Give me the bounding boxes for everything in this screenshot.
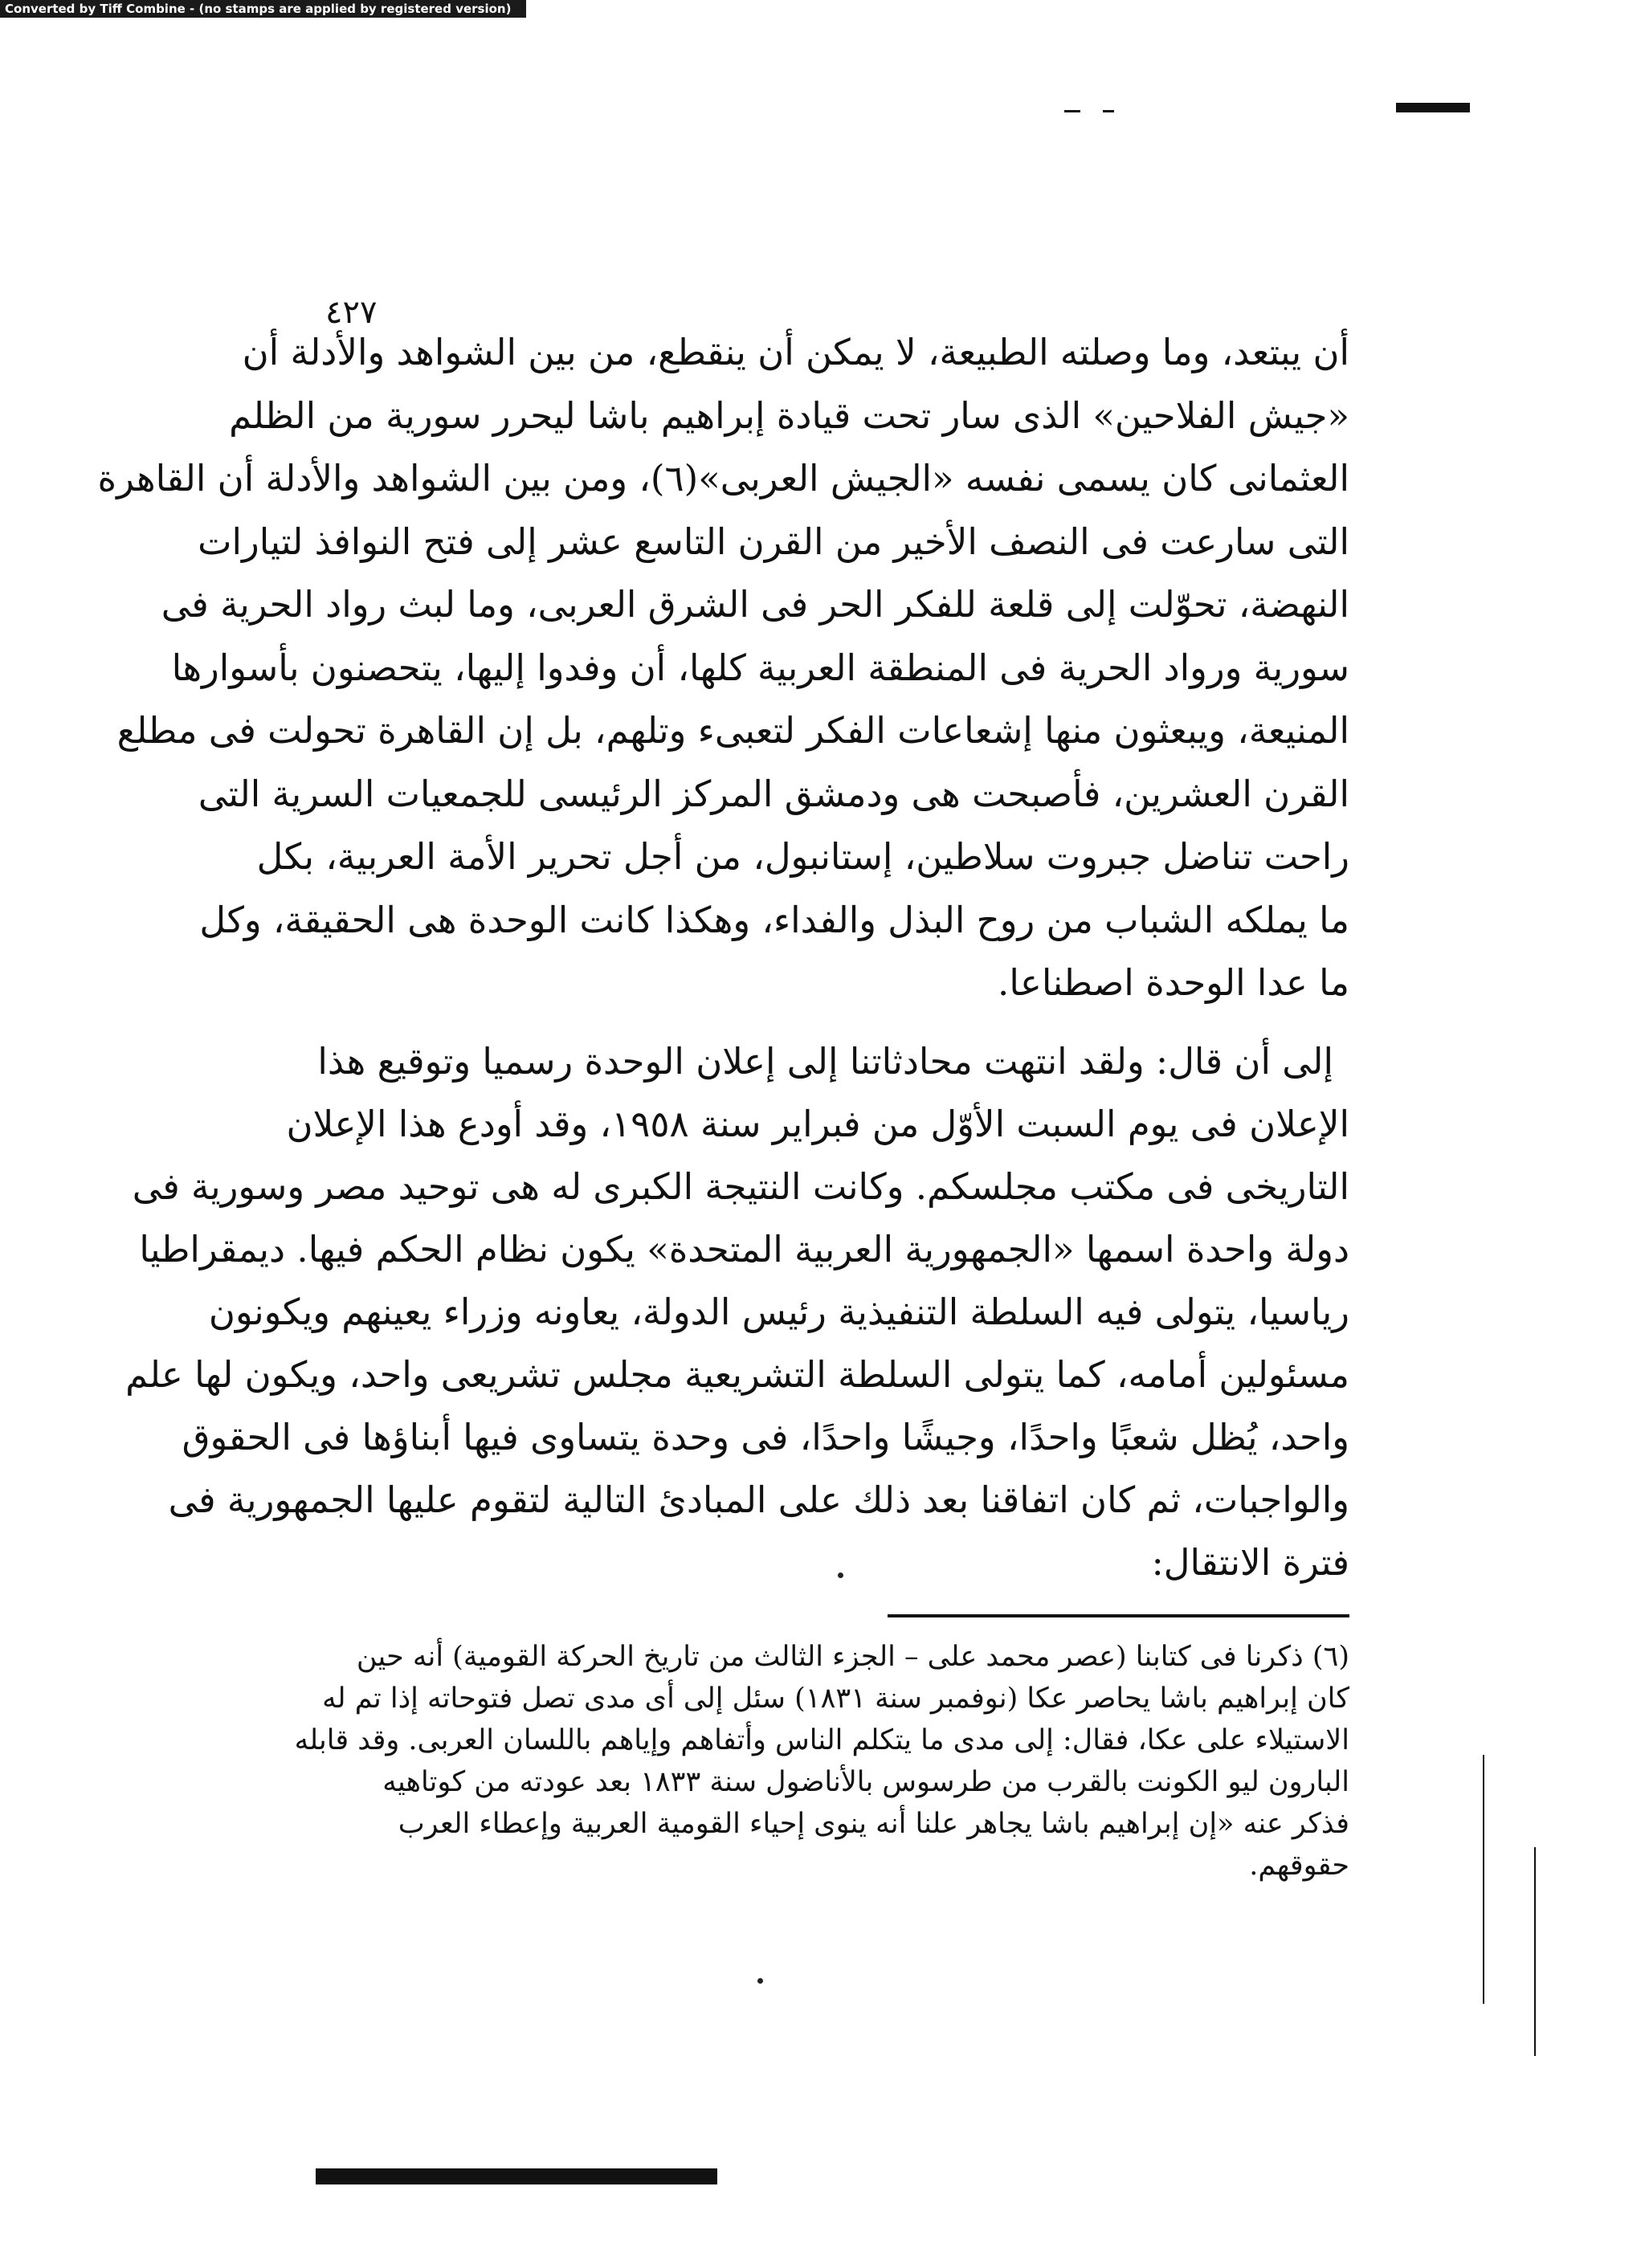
scan-edge-line bbox=[1483, 1755, 1484, 2004]
footnote bbox=[294, 1636, 1349, 1887]
footnote-line: فذكر عنه «إن إبراهيم باشا يجاهر علنا أنه ينوى إحياء القومية العربية وإعطاء العرب bbox=[398, 1808, 1349, 1840]
text-line: واحد، يُظل شعبًا واحدًا، وجيشًا واحدًا، فى وحدة يتساوى فيها أبناؤها فى الحقوق bbox=[182, 1416, 1349, 1458]
text-line: سورية ورواد الحرية فى المنطقة العربية كلها، أن وفدوا إليها، يتحصنون بأسوارها bbox=[171, 646, 1349, 689]
scan-edge-line bbox=[1534, 1847, 1536, 2056]
text-line: ما عدا الوحدة اصطناعا. bbox=[998, 961, 1349, 1004]
text-line: فترة الانتقال: bbox=[1151, 1541, 1349, 1584]
footnote-line: حقوقهم. bbox=[1249, 1850, 1349, 1882]
converter-banner: Converted by Tiff Combine - (no stamps are applied by registered version) bbox=[0, 0, 526, 18]
scan-dash-mark bbox=[1064, 110, 1080, 112]
scan-top-bar bbox=[1396, 103, 1470, 112]
paragraph-2 bbox=[125, 1030, 1349, 1594]
speck bbox=[757, 1978, 763, 1984]
text-line: أن يبتعد، وما وصلته الطبيعة، لا يمكن أن ينقطع، من بين الشواهد والأدلة أن bbox=[242, 331, 1349, 373]
text-line: العثمانى كان يسمى نفسه «الجيش العربى»(٦)، ومن بين الشواهد والأدلة أن القاهرة bbox=[97, 457, 1349, 500]
text-line: «جيش الفلاحين» الذى سار تحت قيادة إبراهيم باشا ليحرر سورية من الظلم bbox=[229, 394, 1349, 437]
text-line: ما يملكه الشباب من روح البذل والفداء، وهكذا كانت الوحدة هى الحقيقة، وكل bbox=[199, 898, 1349, 941]
footnote-line: كان إبراهيم باشا يحاصر عكا (نوفمبر سنة ١٨٣١) سئل إلى أى مدى تصل فتوحاته إذا تم له bbox=[322, 1683, 1349, 1715]
paragraph-1 bbox=[97, 321, 1349, 1015]
footnote-line: (٦) ذكرنا فى كتابنا (عصر محمد على – الجزء الثالث من تاريخ الحركة القومية) أنه حين bbox=[356, 1641, 1349, 1673]
text-line: النهضة، تحوّلت إلى قلعة للفكر الحر فى الشرق العربى، وما لبث رواد الحرية فى bbox=[161, 583, 1349, 626]
text-line: القرن العشرين، فأصبحت هى ودمشق المركز الرئيسى للجمعيات السرية التى bbox=[198, 772, 1349, 815]
text-line: الإعلان فى يوم السبت الأوّل من فبراير سنة ١٩٥٨، وقد أودع هذا الإعلان bbox=[286, 1103, 1349, 1145]
text-line: التاريخى فى مكتب مجلسكم. وكانت النتيجة الكبرى له هى توحيد مصر وسورية فى bbox=[132, 1165, 1349, 1208]
text-line: إلى أن قال: ولقد انتهت محادثاتنا إلى إعلان الوحدة رسميا وتوقيع هذا bbox=[317, 1040, 1333, 1083]
text-line: دولة واحدة اسمها «الجمهورية العربية المتحدة» يكون نظام الحكم فيها. ديمقراطيا bbox=[139, 1228, 1349, 1271]
scan-bottom-bar bbox=[316, 2168, 717, 2184]
text-line: المنيعة، ويبعثون منها إشعاعات الفكر لتعبىء وتلهم، بل إن القاهرة تحولت فى مطلع bbox=[116, 709, 1349, 752]
scan-dash-mark bbox=[1103, 110, 1114, 112]
text-line: راحت تناضل جبروت سلاطين، إستانبول، من أجل تحرير الأمة العربية، بكل bbox=[256, 835, 1349, 878]
text-line: التى سارعت فى النصف الأخير من القرن التاسع عشر إلى فتح النوافذ لتيارات bbox=[198, 520, 1349, 563]
footnote-line: البارون ليو الكونت بالقرب من طرسوس بالأناضول سنة ١٨٣٣ بعد عودته من كوتاهيه bbox=[382, 1766, 1349, 1798]
footnote-line: الاستيلاء على عكا، فقال: إلى مدى ما يتكلم الناس وأتفاهم وإياهم باللسان العربى. وقد قابله bbox=[294, 1724, 1349, 1756]
footnote-divider bbox=[888, 1614, 1349, 1617]
text-line: رياسيا، يتولى فيه السلطة التنفيذية رئيس الدولة، يعاونه وزراء يعينهم ويكونون bbox=[208, 1291, 1349, 1333]
page-number: ٤٢٧ bbox=[325, 294, 378, 331]
text-line: مسئولين أمامه، كما يتولى السلطة التشريعية مجلس تشريعى واحد، ويكون لها علم bbox=[125, 1353, 1349, 1396]
text-line: والواجبات، ثم كان اتفاقنا بعد ذلك على المبادئ التالية لتقوم عليها الجمهورية فى bbox=[168, 1479, 1349, 1521]
